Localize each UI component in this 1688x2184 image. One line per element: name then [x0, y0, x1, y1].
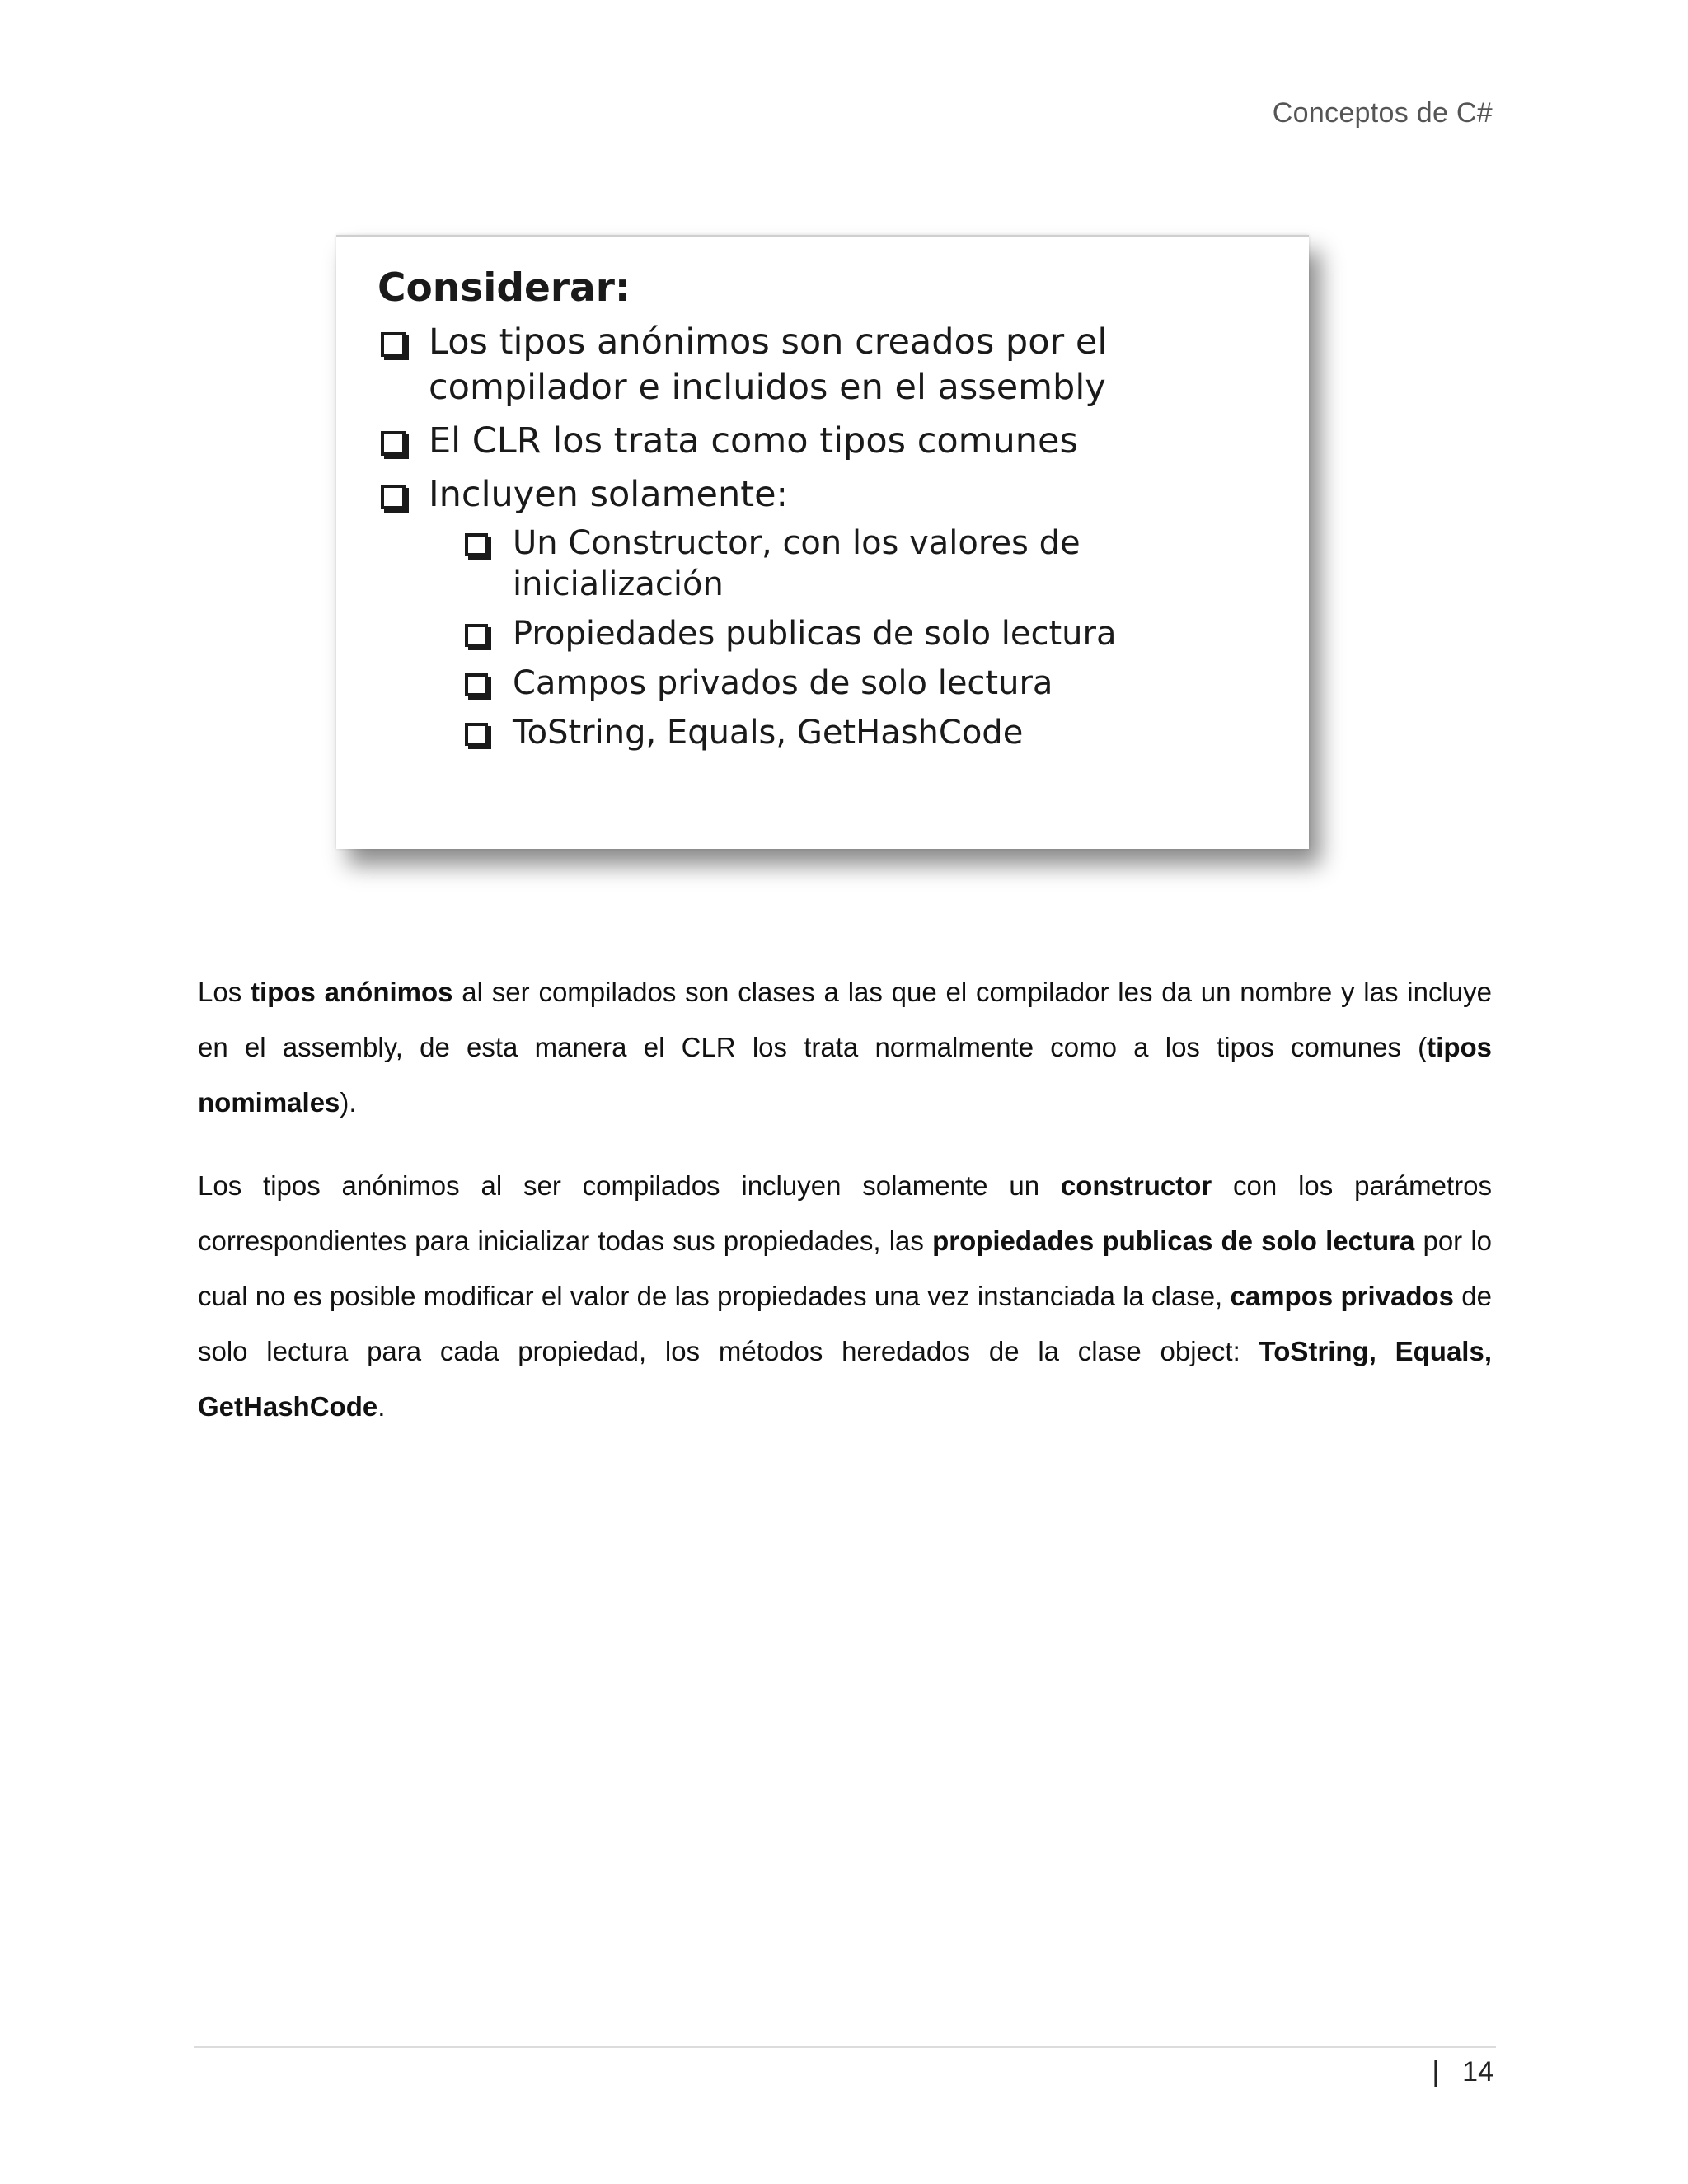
checkbox-bullet-icon	[465, 673, 488, 696]
bold-term: constructor	[1060, 1170, 1212, 1201]
slide-sub-item	[462, 712, 1301, 753]
slide-sub-item	[462, 663, 1301, 704]
bold-term: propiedades publicas de solo lectura	[932, 1226, 1415, 1256]
slide-sub-item	[462, 523, 1301, 605]
paragraph-1	[198, 964, 1492, 1130]
checkbox-bullet-icon	[465, 723, 488, 746]
slide-bullet-text: El CLR los trata como tipos comunes	[429, 420, 1078, 462]
slide-bullet-text: Los tipos anónimos son creados por el compilador e incluidos en el assembly	[429, 321, 1108, 408]
slide-sub-list	[462, 523, 1301, 753]
bold-term: ToString, Equals, GetHashCode	[198, 1336, 1492, 1422]
text-run: por lo cual no es posible modificar el valor de las propiedades una vez instanciada la clase,	[198, 1226, 1493, 1311]
slide-bullet-list	[377, 320, 1268, 762]
text-run: .	[377, 1391, 386, 1422]
running-header-title: Conceptos de C#	[1272, 97, 1493, 129]
bold-term: campos privados	[1230, 1281, 1455, 1311]
slide-sub-text: Un Constructor, con los valores de inicialización	[513, 524, 1081, 603]
text-run: ).	[340, 1087, 357, 1118]
checkbox-bullet-icon	[381, 485, 406, 509]
text-run: Los tipos anónimos al ser compilados incluyen solamente un	[198, 1170, 1061, 1201]
slide-sub-text: Campos privados de solo lectura	[513, 664, 1053, 702]
checkbox-bullet-icon	[465, 624, 488, 647]
checkbox-bullet-icon	[381, 431, 406, 456]
checkbox-bullet-icon	[465, 533, 488, 556]
text-run: al ser compilados son clases a las que el compilador les da un nombre y las incluye en el assembly, de esta manera el CLR los trata normalmente como a los tipos comunes (	[198, 977, 1492, 1062]
text-run: Los	[198, 977, 251, 1007]
slide-title: Considerar:	[377, 265, 631, 311]
footer-separator: |	[1432, 2056, 1440, 2088]
body-text	[198, 964, 1492, 1462]
checkbox-bullet-icon	[381, 332, 406, 357]
slide-bullet-item	[377, 419, 1268, 464]
page-footer	[1432, 2056, 1493, 2088]
slide-bullet-item	[377, 472, 1268, 753]
paragraph-2	[198, 1158, 1492, 1434]
slide-sub-text: ToString, Equals, GetHashCode	[513, 714, 1024, 752]
text-run: de solo lectura para cada propiedad, los métodos heredados de la clase object:	[198, 1281, 1493, 1366]
slide-bullet-item	[377, 320, 1268, 410]
bold-term: tipos anónimos	[251, 977, 453, 1007]
slide-image	[336, 235, 1309, 849]
slide-bullet-text: Incluyen solamente:	[429, 474, 789, 515]
slide-sub-text: Propiedades publicas de solo lectura	[513, 615, 1117, 653]
footer-divider	[194, 2046, 1496, 2048]
page-number: 14	[1462, 2056, 1493, 2088]
text-run: con los parámetros correspondientes para inicializar todas sus propiedades, las	[198, 1170, 1492, 1256]
slide-sub-item	[462, 613, 1301, 654]
bold-term: tipos nomimales	[198, 1032, 1492, 1118]
